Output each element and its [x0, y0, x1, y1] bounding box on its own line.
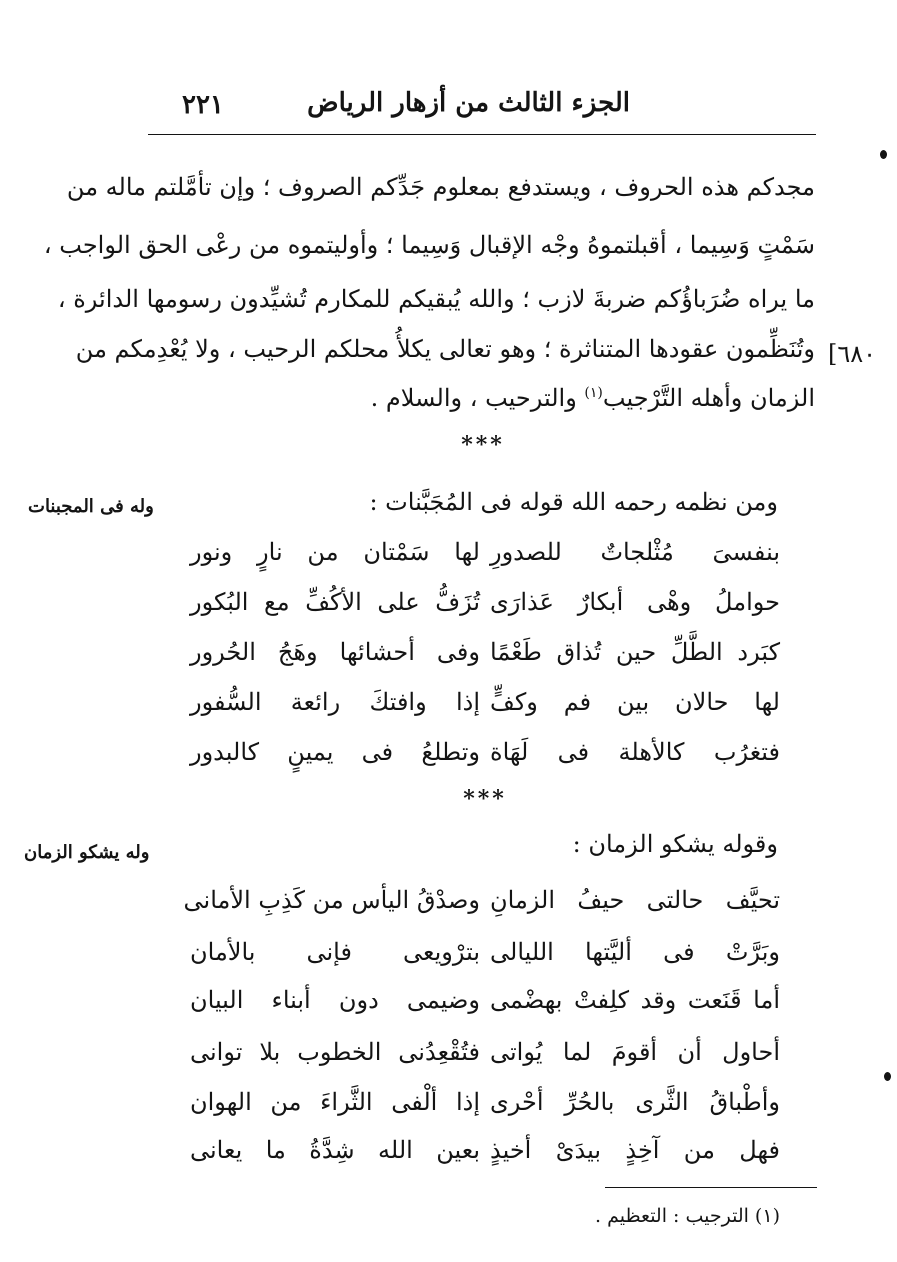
verse2-1-first-hemistich: تحيَّف حالتى حيفُ الزمانِ	[490, 886, 780, 914]
verse1-5-second-hemistich: وتطلعُ فى يمينٍ كالبدور	[190, 738, 480, 766]
verse2-3-second-hemistich: وضيمى دون أبناء البيان	[190, 986, 480, 1014]
section2-margin-note: وله يشكو الزمان	[24, 842, 150, 863]
prose-line-5	[155, 386, 815, 410]
scan-speck-bottom	[884, 1072, 891, 1081]
verse2-4-second-hemistich: فتُقْعِدُنى الخطوب بلا توانى	[190, 1038, 480, 1066]
verse2-2-second-hemistich: بترْويعى فإنى بالأمان	[190, 938, 480, 966]
verse2-2-first-hemistich: وبَرَّتْ فى أليَّتها الليالى	[490, 938, 780, 966]
header-rule	[148, 134, 816, 135]
prose-last-after-note: والترحيب ، والسلام .	[370, 384, 585, 412]
original-page-reference: [٦٨٠	[828, 340, 877, 368]
prose-line-4: وتُنَظِّمون عقودها المتناثرة ؛ وهو تعالى يكلأُ محلكم الرحيب ، ولا يُعْدِمكم من	[75, 335, 815, 363]
verse2-6-first-hemistich: فهل من آخِذٍ بيدَىْ أخيذٍ	[490, 1136, 780, 1164]
running-header-title: الجزء الثالث من أزهار الرياض	[307, 88, 630, 118]
verse1-3-second-hemistich: وفى أحشائها وهَجُ الحُرور	[190, 638, 480, 666]
prose-line-1: مجدكم هذه الحروف ، ويستدفع بمعلوم جَدِّكم الصروف ؛ وإن تأمَّلتم ماله من	[66, 173, 815, 201]
verse1-1-second-hemistich: لها سَمْتان من نارٍ ونور	[190, 538, 480, 566]
prose-line-3: ما يراه ضُرَباؤُكم ضربةَ لازب ؛ والله يُبقيكم للمكارم تُشيِّدون رسومها الدائرة ،	[57, 285, 815, 313]
verse1-3-first-hemistich: كبَرد الطَّلِّ حين تُذاق طَعْمًا	[490, 638, 780, 666]
verse2-1-second-hemistich: وصدْقُ اليأس من كَذِبِ الأمانى	[183, 886, 480, 914]
footnote: (١) الترجيب : التعظيم .	[594, 1205, 780, 1227]
verse2-4-first-hemistich: أحاول أن أقومَ لما يُواتى	[490, 1038, 780, 1066]
verse2-5-first-hemistich: وأطْباقُ الثَّرى بالحُرِّ أحْرى	[490, 1088, 780, 1116]
verse2-5-second-hemistich: إذا ألْفى الثَّراءَ من الهوان	[190, 1088, 480, 1116]
verse1-2-second-hemistich: تُزَفُّ على الأكُفِّ مع البُكور	[190, 588, 480, 616]
verse1-4-first-hemistich: لها حالان بين فم وكفٍّ	[490, 688, 780, 716]
section-separator-1: ***	[461, 432, 505, 458]
section1-intro: ومن نظمه رحمه الله قوله فى المُجَبَّنات :	[369, 488, 778, 516]
footnote-rule	[605, 1187, 817, 1188]
prose-last-before-note: الزمان وأهله التَّرْجيب	[602, 384, 815, 412]
section-separator-2: ***	[463, 786, 507, 812]
page-number: ٢٢١	[182, 90, 224, 120]
verse1-5-first-hemistich: فتغرُب كالأهلة فى لَهَاة	[490, 738, 780, 766]
scan-speck-top	[880, 150, 887, 159]
verse1-1-first-hemistich: بنفسىَ مُثْلجاتٌ للصدورِ	[490, 538, 780, 566]
section1-margin-note: وله فى المجبنات	[28, 496, 154, 517]
prose-line-2: سَمْتٍ وَسِيما ، أقبلتموهُ وجْه الإقبال وَسِيما ؛ وأوليتموه من رعْى الحق الواجب ،	[43, 231, 815, 259]
section2-intro: وقوله يشكو الزمان :	[572, 830, 778, 858]
verse1-2-first-hemistich: حواملُ وهْى أبكارٌ عَذارَى	[490, 588, 780, 616]
verse2-3-first-hemistich: أما قَنَعت وقد كلِفتْ بهضْمى	[490, 986, 780, 1014]
verse2-6-second-hemistich: بعين الله شِدَّةُ ما يعانى	[190, 1136, 480, 1164]
footnote-reference: (١)	[584, 385, 603, 401]
verse1-4-second-hemistich: إذا وافتكَ رائعة السُّفور	[190, 688, 480, 716]
